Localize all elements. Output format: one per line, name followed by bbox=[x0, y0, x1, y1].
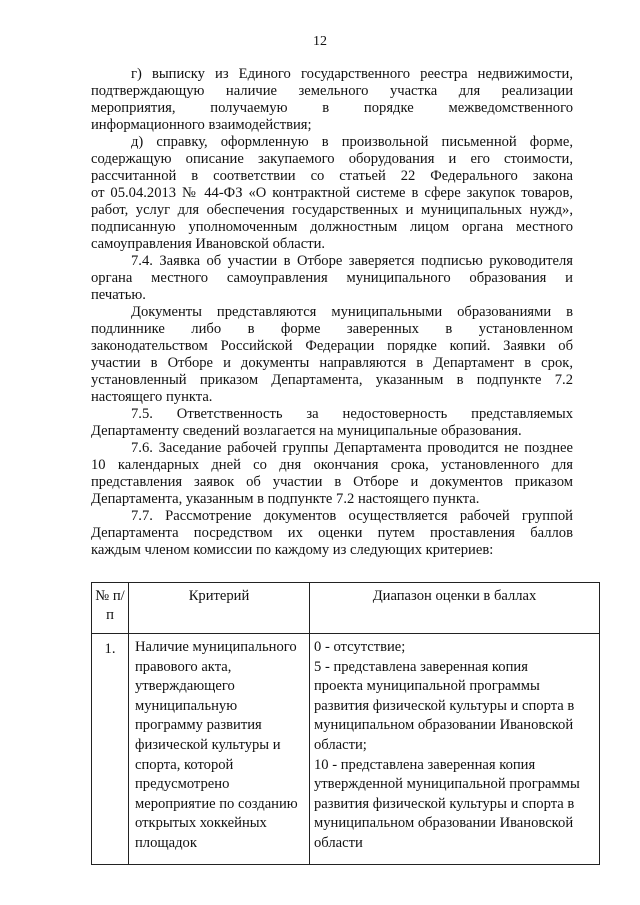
text-line: Департамента, указанным в подпункте 7.2 настоящего пункта. bbox=[91, 491, 480, 507]
cell-line: программу развития bbox=[135, 717, 262, 734]
cell-line: муниципальную bbox=[135, 697, 238, 714]
text-line: 7.7. Рассмотрение документов осуществляется рабочей группой bbox=[131, 508, 573, 524]
cell-line: развития физической культуры и спорта в bbox=[314, 795, 575, 812]
cell-line: правового акта, bbox=[135, 658, 232, 675]
text-line: печатью. bbox=[91, 287, 146, 303]
text-line: рассчитанной в соответствии со статьей 22 Федерального закона bbox=[91, 168, 573, 184]
cell-line: предусмотрено bbox=[135, 776, 230, 793]
text-line: участии в Отборе и документы направляются в Департамент в срок, bbox=[91, 355, 573, 371]
row-criterion bbox=[129, 634, 310, 865]
text-line: установленный приказом Департамента, указанным в подпункте 7.2 bbox=[91, 372, 573, 388]
text-line: 7.5. Ответственность за недостоверность представляемых bbox=[131, 406, 573, 422]
text-line: законодательством Российской Федерации порядке копий. Заявки об bbox=[91, 338, 573, 354]
page-number: 12 bbox=[313, 34, 327, 49]
cell-line: утвержденной муниципальной программы bbox=[314, 776, 580, 793]
header-criterion: Критерий bbox=[129, 583, 310, 634]
table-row bbox=[92, 634, 600, 865]
row-score-range bbox=[310, 634, 600, 865]
text-line: 7.6. Заседание рабочей группы Департамента проводится не позднее bbox=[131, 440, 573, 456]
cell-line: области bbox=[314, 834, 363, 851]
text-line: мероприятия, получаемую в порядке межведомственного bbox=[91, 100, 573, 116]
cell-line: развития физической культуры и спорта в bbox=[314, 697, 575, 714]
text-line: информационного взаимодействия; bbox=[91, 117, 312, 133]
cell-line: физической культуры и bbox=[135, 736, 281, 753]
header-score-range: Диапазон оценки в баллах bbox=[310, 583, 600, 634]
text-line: подлиннике либо в форме заверенных в установленном bbox=[91, 321, 573, 337]
text-line: настоящего пункта. bbox=[91, 389, 213, 405]
text-line: представления заявок об участии в Отборе и документов приказом bbox=[91, 474, 573, 490]
cell-line: Наличие муниципального bbox=[135, 639, 297, 655]
cell-line: 10 - представлена заверенная копия bbox=[314, 756, 536, 773]
text-line: подписанную уполномоченным должностным лицом органа местного bbox=[91, 219, 573, 235]
row-number: 1. bbox=[92, 634, 129, 865]
cell-line: утверждающего bbox=[135, 678, 235, 695]
text-line: 10 календарных дней со дня окончания срока, установленного для bbox=[91, 457, 573, 473]
text-line: Департамента посредством их оценки путем проставления баллов bbox=[91, 525, 573, 541]
cell-line: площадок bbox=[135, 834, 197, 851]
text-line: г) выписку из Единого государственного реестра недвижимости, bbox=[131, 66, 573, 82]
cell-line: 5 - представлена заверенная копия bbox=[314, 658, 528, 675]
text-line: подтверждающую наличие земельного участка для реализации bbox=[91, 83, 573, 99]
cell-line: муниципальном образовании Ивановской bbox=[314, 717, 574, 734]
cell-line: мероприятие по созданию bbox=[135, 795, 298, 812]
table-header-row bbox=[92, 583, 600, 634]
text-line: Документы представляются муниципальными образованиями в bbox=[131, 304, 573, 320]
cell-line: 0 - отсутствие; bbox=[314, 639, 406, 655]
text-line: Департаменту сведений возлагается на муниципальные образования. bbox=[91, 423, 522, 439]
cell-line: проекта муниципальной программы bbox=[314, 678, 540, 695]
text-line: 7.4. Заявка об участии в Отборе заверяется подписью руководителя bbox=[131, 253, 573, 269]
cell-line: открытых хоккейных bbox=[135, 815, 267, 832]
text-line: д) справку, оформленную в произвольной письменной форме, bbox=[131, 134, 573, 150]
criteria-table bbox=[91, 582, 600, 865]
text-line: содержащую описание закупаемого оборудования и его стоимости, bbox=[91, 151, 573, 167]
text-line: самоуправления Ивановской области. bbox=[91, 236, 326, 252]
text-line: от 05.04.2013 № 44-ФЗ «О контрактной системе в сфере закупок товаров, bbox=[91, 185, 573, 201]
text-line: органа местного самоуправления муниципального образования и bbox=[91, 270, 573, 286]
cell-line: области; bbox=[314, 736, 367, 753]
cell-line: муниципальном образовании Ивановской bbox=[314, 815, 574, 832]
text-line: работ, услуг для обеспечения государственных и муниципальных нужд», bbox=[91, 202, 573, 218]
header-number: № п/п bbox=[92, 583, 129, 634]
text-line: каждым членом комиссии по каждому из следующих критериев: bbox=[91, 542, 494, 558]
cell-line: спорта, которой bbox=[135, 756, 234, 773]
